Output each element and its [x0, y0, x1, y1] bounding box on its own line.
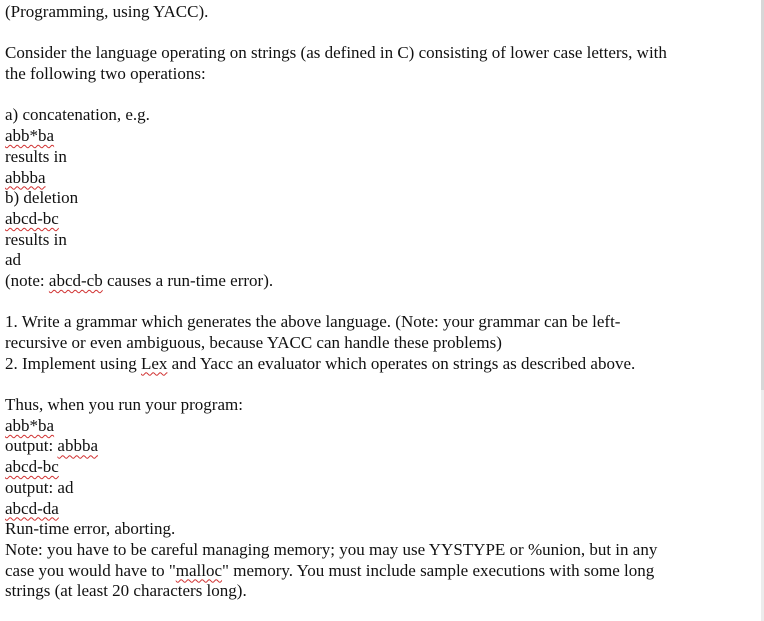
task-2-post: and Yacc an evaluator which operates on strings as described above. [167, 353, 636, 373]
example-output-1-label: output: [5, 436, 58, 456]
example-lead: Thus, when you run your program: [5, 395, 243, 415]
final-note-line-1: Note: you have to be careful managing memory; you may use YYSTYPE or %union, but in any [5, 539, 658, 559]
final-note-malloc: malloc [175, 560, 223, 580]
error-note-code: abcd-cb [48, 270, 103, 290]
example-output-3: Run-time error, aborting. [5, 519, 176, 539]
op-a-output-text: abbba [5, 167, 46, 187]
final-note-line-3: strings (at least 20 characters long). [5, 581, 247, 601]
blank-line [5, 85, 753, 106]
blank-line [5, 374, 753, 395]
example-input-2-text: abcd-bc [5, 457, 59, 477]
blank-line [5, 23, 753, 44]
op-b-results: results in [5, 229, 67, 249]
op-a-results: results in [5, 146, 67, 166]
error-note-post: causes a run-time error). [102, 270, 274, 290]
blank-line [5, 292, 753, 313]
task-1-line-1: 1. Write a grammar which generates the above language. (Note: your grammar can be left- [5, 312, 621, 332]
op-a-example [5, 126, 753, 147]
example-output-2: output: ad [5, 477, 74, 497]
task-2 [5, 354, 753, 375]
error-note-pre: (note: [5, 270, 49, 290]
example-input-3 [5, 499, 753, 520]
example-input-1-text: abb*ba [5, 415, 55, 435]
example-input-2 [5, 457, 753, 478]
op-a-title: a) concatenation, e.g. [5, 105, 150, 125]
example-input-3-text: abcd-da [5, 498, 59, 518]
example-output-1 [5, 436, 753, 457]
example-output-1-value: abbba [57, 436, 99, 456]
task-2-pre: 2. Implement using [5, 353, 141, 373]
intro-line-2: the following two operations: [5, 64, 206, 84]
op-b-example-text: abcd-bc [5, 208, 59, 228]
error-note [5, 271, 753, 292]
task-1-line-2: recursive or even ambiguous, because YACC can handle these problems) [5, 333, 502, 352]
op-a-output [5, 168, 753, 189]
document-body [5, 2, 753, 602]
op-b-example [5, 209, 753, 230]
task-2-lex: Lex [140, 353, 168, 373]
intro-line-1: Consider the language operating on strings (as defined in C) consisting of lower case letters, with [5, 43, 667, 63]
op-b-title: b) deletion [5, 188, 79, 208]
final-note-line-2 [5, 561, 753, 582]
final-note-line-2-post: " memory. You must include sample executions with some long [222, 560, 655, 580]
final-note-line-2-pre: case you would have to " [5, 560, 176, 580]
op-b-output: ad [5, 250, 22, 270]
doc-title: (Programming, using YACC). [5, 2, 209, 21]
op-a-example-text: abb*ba [5, 126, 55, 146]
example-input-1 [5, 416, 753, 437]
